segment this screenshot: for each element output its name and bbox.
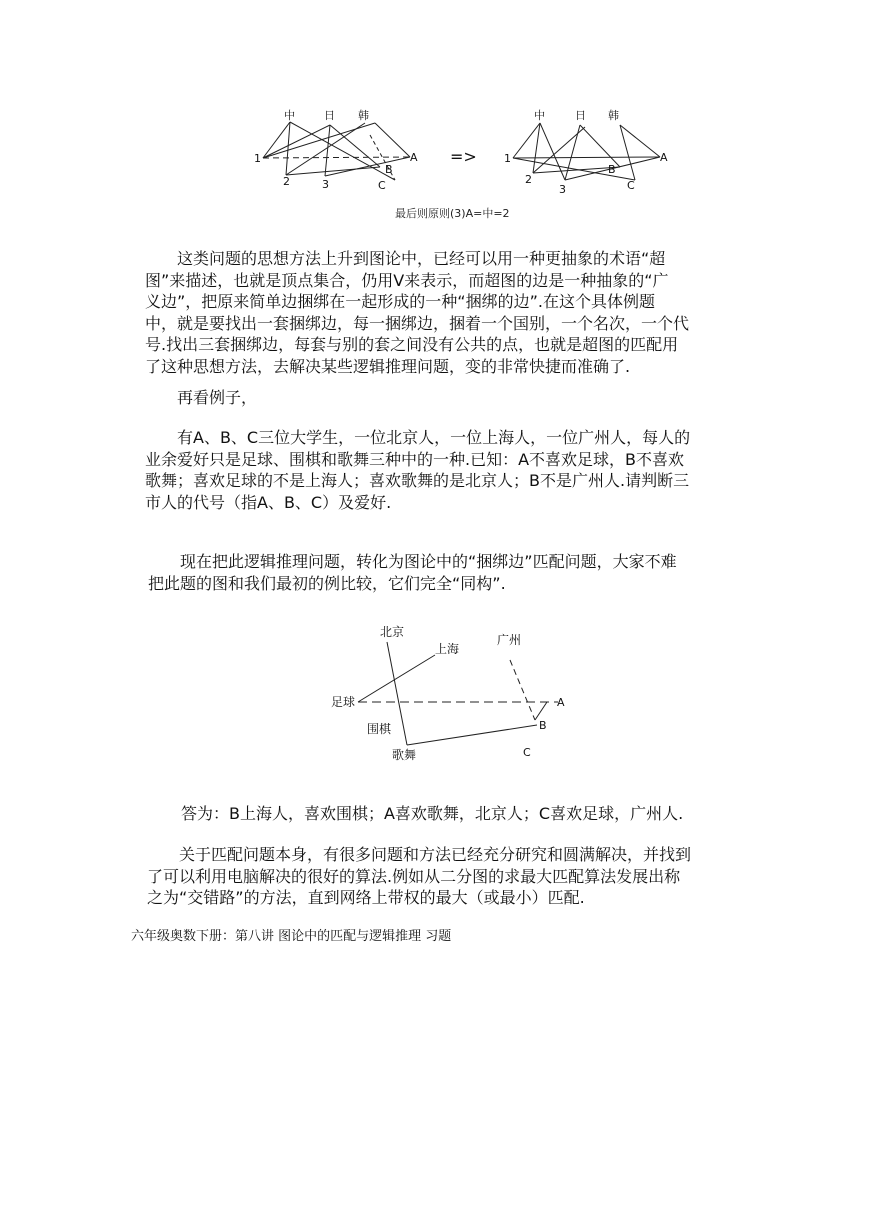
right-graph <box>513 123 660 180</box>
paragraph-hypergraph-intro <box>145 248 689 377</box>
paragraph-line: 答为：B上海人，喜欢围棋；A喜欢歌舞，北京人；C喜欢足球，广州人. <box>181 804 684 823</box>
paragraph-line: 业余爱好只是足球、围棋和歌舞三种中的一种.已知：A不喜欢足球，B不喜欢 <box>145 449 685 469</box>
right-label-B: B <box>608 163 616 176</box>
right-label-3: 3 <box>559 183 566 196</box>
label-shanghai: 上海 <box>435 642 460 656</box>
paragraph-line: 再看例子， <box>177 388 258 407</box>
paragraph-line: 有A、B、C三位大学生，一位北京人，一位上海人，一位广州人，每人的 <box>177 428 691 447</box>
right-label-zhong: 中 <box>534 109 545 122</box>
right-label-A: A <box>660 151 668 164</box>
label-weiqi: 围棋 <box>367 722 392 736</box>
label-beijing: 北京 <box>380 625 405 639</box>
paragraph-line: 了这种思想方法，去解决某些逻辑推理问题，变的非常快捷而准确了. <box>145 356 631 376</box>
paragraph-another-example <box>177 387 257 409</box>
label-A: A <box>557 696 565 709</box>
left-label-B: B <box>385 163 393 176</box>
left-label-1: 1 <box>254 152 261 165</box>
left-label-zhong: 中 <box>284 109 295 122</box>
paragraph-line: 关于匹配问题本身，有很多问题和方法已经充分研究和圆满解决，并找到 <box>179 845 692 864</box>
left-label-2: 2 <box>283 175 290 188</box>
left-label-han: 韩 <box>358 109 369 122</box>
label-C: C <box>523 746 531 759</box>
paragraph-line: 现在把此逻辑推理问题，转化为图论中的“捆绑边”匹配问题，大家不难 <box>180 552 677 571</box>
edge-B-A <box>535 702 547 720</box>
paragraph-line: 市人的代号（指A、B、C）及爱好. <box>145 492 392 512</box>
paragraph-conversion <box>148 551 677 594</box>
paragraph-line: 这类问题的思想方法上升到图论中，已经可以用一种更抽象的术语“超 <box>177 249 666 268</box>
right-label-1: 1 <box>504 152 511 165</box>
label-gewu: 歌舞 <box>392 748 417 762</box>
label-guangzhou: 广州 <box>497 633 522 647</box>
paragraph-line: 图”来描述，也就是顶点集合，仍用V来表示，而超图的边是一种抽象的“广 <box>145 270 669 290</box>
edge-shanghai-football <box>358 655 435 702</box>
paragraph-line: 把此题的图和我们最初的例比较，它们完全“同构”. <box>148 573 506 593</box>
label-B: B <box>539 719 547 732</box>
left-label-A: A <box>410 151 418 164</box>
edge-guangzhou-B <box>510 660 535 720</box>
paragraph-line: 号.找出三套捆绑边，每套与别的套之间没有公共的点，也就是超图的匹配用 <box>145 335 679 354</box>
figure-matching-graph <box>325 620 580 765</box>
paragraph-line: 之为“交错路”的方法，直到网络上带权的最大（或最小）匹配. <box>147 888 585 907</box>
paragraph-problem-statement <box>145 427 690 513</box>
paragraph-line: 了可以利用电脑解决的很好的算法.例如从二分图的求最大匹配算法发展出称 <box>147 866 681 886</box>
paragraph-line: 中，就是要找出一套捆绑边，每一捆绑边，捆着一个国别，一个名次，一个代 <box>145 313 690 333</box>
paragraph-matching-algorithms <box>147 844 691 909</box>
right-label-2: 2 <box>525 173 532 186</box>
left-label-ri: 日 <box>324 109 335 122</box>
implies-arrow: => <box>450 147 477 166</box>
right-label-C: C <box>627 179 635 192</box>
right-label-han: 韩 <box>608 109 619 122</box>
paragraph-line: 歌舞；喜欢足球的不是上海人；喜欢歌舞的是北京人；B不是广州人.请判断三 <box>145 471 690 490</box>
right-label-ri: 日 <box>575 109 586 122</box>
figure1-caption: 最后则原则(3)A=中=2 <box>395 207 510 220</box>
left-label-C: C <box>378 179 386 192</box>
label-football: 足球 <box>331 695 356 709</box>
paragraph-answer <box>181 803 683 825</box>
footer-title: 六年级奥数下册：第八讲 图论中的匹配与逻辑推理 习题 <box>131 929 452 944</box>
left-label-3: 3 <box>322 178 329 191</box>
edge-gewu-B <box>407 725 537 745</box>
figure-hypergraph-before-after <box>250 105 670 200</box>
paragraph-line: 义边”，把原来简单边捆绑在一起形成的一种“捆绑的边”.在这个具体例题 <box>145 292 655 311</box>
